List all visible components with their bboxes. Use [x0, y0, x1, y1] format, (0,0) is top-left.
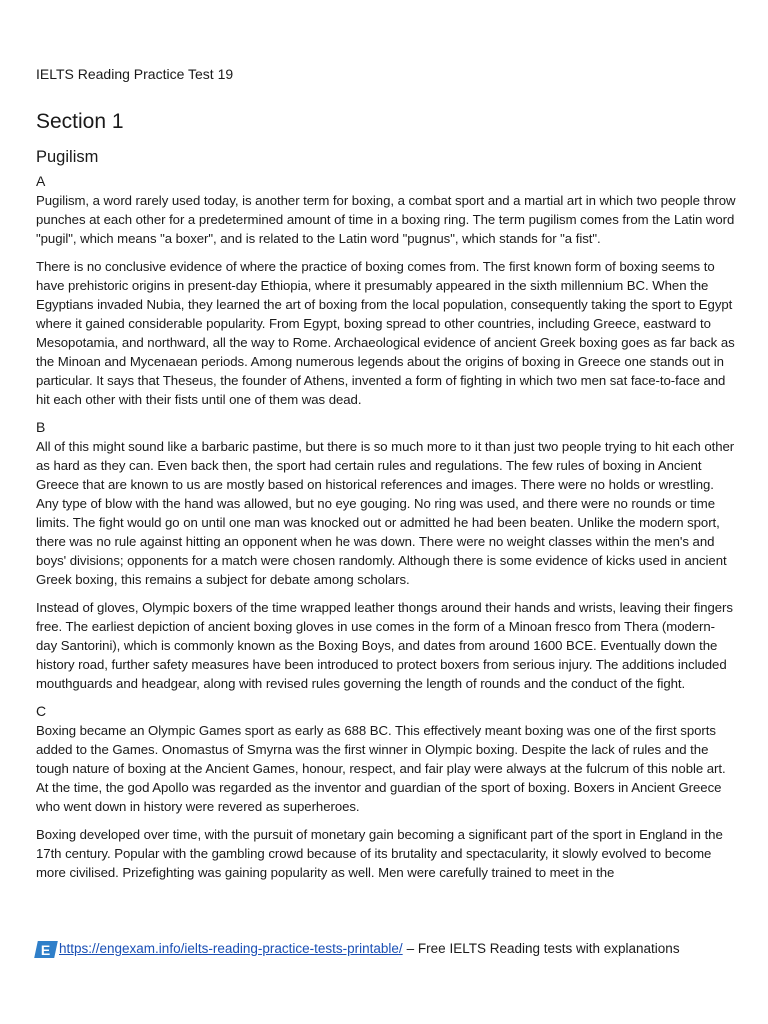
engexam-logo-icon: E	[34, 941, 58, 958]
paragraph-letter: A	[36, 173, 46, 189]
paragraph-text: Boxing developed over time, with the pursuit of monetary gain becoming a significant part of the sport in England in the 17th century. Popular with the gambling crowd because of its brutality and spectacularity, it slowly evolved to become more civilised. Prizefighting was gaining popularity as well. Men were carefully trained to meet in the	[36, 827, 723, 880]
paragraph-text: All of this might sound like a barbaric pastime, but there is so much more to it than just two people trying to hit each other as hard as they can. Even back then, the sport had certain rules and regulations. The few rules of boxing in Ancient Greece that are known to us are mostly based on historical references and images. There were no holds or wrestling. Any type of blow with the hand was allowed, but no eye gouging. No ring was used, and there were no rounds or time limits. The fight would go on until one man was knocked out or admitted he had been beaten. Unlike the modern sport, there was no rule against hitting an opponent when he was down. There were no weight classes within the men's and boys' divisions; opponents for a match were chosen randomly. Although there is some evidence of kicks used in ancient Greek boxing, this remains a subject for debate among scholars.	[36, 439, 735, 587]
paragraph-text: Pugilism, a word rarely used today, is another term for boxing, a combat sport and a martial art in which two people throw punches at each other for a predetermined amount of time in a boxing ring. The term pugilism comes from the Latin word "pugil", which means "a boxer", and is related to the Latin word "pugnus", which stands for "a fist".	[36, 193, 736, 246]
paragraph-text: There is no conclusive evidence of where the practice of boxing comes from. The first known form of boxing seems to have prehistoric origins in present-day Ethiopia, where it presumably appeared in the sixth millennium BC. When the Egyptians invaded Nubia, they learned the art of boxing from the local population, consequently taking the sport to Egypt where it gained considerable popularity. From Egypt, boxing spread to other countries, including Greece, eastward to Mesopotamia, and northward, all the way to Rome. Archaeological evidence of ancient Greek boxing goes as far back as the Minoan and Mycenaean periods. Among numerous legends about the origins of boxing in Greece one stands out in particular. It says that Theseus, the founder of Athens, invented a form of fighting in which two men sat face-to-face and hit each other with their fists until one of them was dead.	[36, 259, 735, 407]
footer-link[interactable]: https://engexam.info/ielts-reading-practice-tests-printable/	[59, 941, 403, 956]
paragraph-text: Boxing became an Olympic Games sport as early as 688 BC. This effectively meant boxing was one of the first sports added to the Games. Onomastus of Smyrna was the first winner in Olympic boxing. Despite the lack of rules and the tough nature of boxing at the Ancient Games, honour, respect, and fair play were always at the fulcrum of this noble art. At the time, the god Apollo was regarded as the inventor and guardian of the sport of boxing. Boxers in Ancient Greece who went down in history were revered as superheroes.	[36, 723, 726, 814]
paragraph-block-c	[36, 702, 736, 816]
passage-title: Pugilism	[36, 148, 99, 166]
paragraph-letter: C	[36, 703, 47, 719]
paragraph-block-a	[36, 172, 736, 248]
section-title: Section 1	[36, 110, 124, 133]
page-footer	[36, 940, 736, 958]
paragraph-block-b	[36, 418, 736, 589]
paragraph-letter: B	[36, 419, 46, 435]
document-page	[36, 64, 736, 880]
footer-tagline: – Free IELTS Reading tests with explanations	[406, 941, 680, 956]
document-header: IELTS Reading Practice Test 19	[36, 66, 234, 82]
paragraph-text: Instead of gloves, Olympic boxers of the time wrapped leather thongs around their hands and wrists, leaving their fingers free. The earliest depiction of ancient boxing gloves in use comes in the form of a Minoan fresco from Thera (modern-day Santorini), which is commonly known as the Boxing Boys, and dates from around 1600 BCE. Eventually down the history road, further safety measures have been introduced to protect boxers from serious injury. The additions included mouthguards and headgear, along with revised rules governing the length of rounds and the conduct of the fight.	[36, 600, 733, 691]
